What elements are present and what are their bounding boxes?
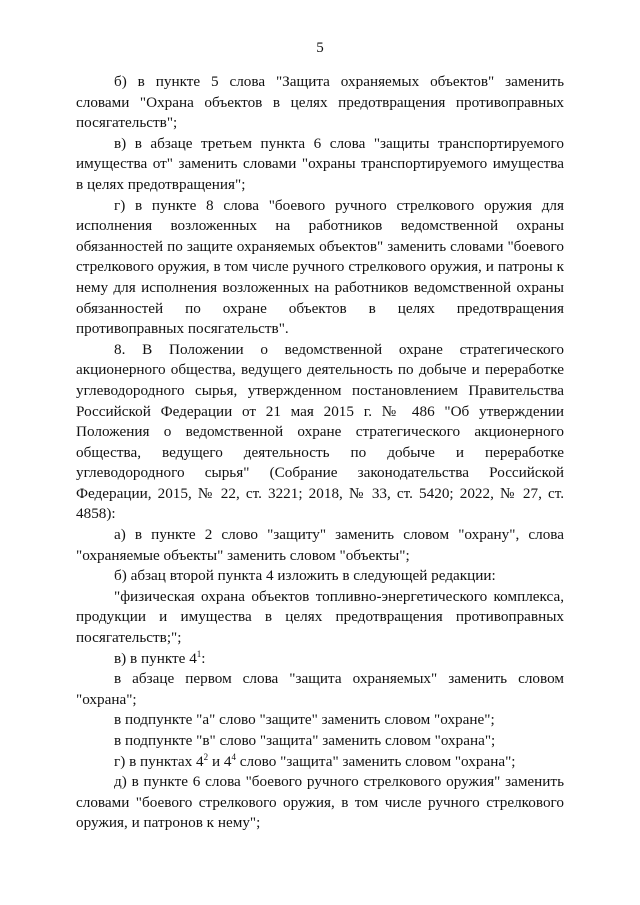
paragraph-v-item-6: в) в абзаце третьем пункта 6 слова "защиты транспортируемого имущества от" заменить словами "охраны транспортируемого имущества в целях предотвращения"; (76, 134, 564, 193)
paragraph-g-item-8: г) в пункте 8 слова "боевого ручного стрелкового оружия для исполнения возложенных на работников ведомственной охраны обязанностей по защите охраняемых объектов" заменить словами "боевого стрелкового оружия, в том числе ручного стрелкового оружия, и патроны к нему для исполнения возложенных на работников ведомственной охраны обязанностей по охране объектов в целях предотвращения противоправных посягательств". (76, 196, 564, 338)
paragraph-first-abzac: в абзаце первом слова "защита охраняемых" заменить словом "охрана"; (76, 670, 564, 708)
paragraph-v-text: в) в пункте 4 (114, 649, 197, 667)
paragraph-v-item-4-1 (76, 649, 564, 670)
paragraph-g-items-4-2-4-4 (76, 752, 564, 773)
paragraph-g-text-a: г) в пунктах 4 (114, 752, 204, 770)
paragraph-subitem-a: в подпункте "а" слово "защите" заменить словом "охране"; (114, 711, 495, 729)
superscript-2: 2 (203, 751, 209, 762)
paragraph-a-item-2: а) в пункте 2 слово "защиту" заменить словом "охрану", слова "охраняемые объекты" заменить словом "объекты"; (76, 526, 564, 564)
page-number: 5 (316, 40, 324, 56)
paragraph-subitem-v: в подпункте "в" слово "защита" заменить словом "охрана"; (114, 732, 496, 749)
superscript-4: 4 (231, 751, 236, 762)
paragraph-g-text-c: слово "защита" заменить словом "охрана"; (235, 752, 516, 770)
paragraph-v-colon: : (201, 649, 206, 667)
paragraph-quoted-new-text: "физическая охрана объектов топливно-энергетического комплекса, продукции и имущества в целях предотвращения противоправных посягательств;"; (76, 587, 564, 647)
paragraph-b-item-5: б) в пункте 5 слова "Защита охраняемых объектов" заменить словами "Охрана объектов в целях предотвращения противоправных посягательств"; (76, 73, 564, 132)
paragraph-d-item-6: д) в пункте 6 слова "боевого ручного стрелкового оружия" заменить словами "боевого стрелкового оружия, в том числе ручного стрелкового оружия, и патронов к нему"; (76, 773, 564, 832)
paragraph-b-item-4: б) абзац второй пункта 4 изложить в следующей редакции: (114, 567, 496, 585)
superscript-1: 1 (196, 648, 202, 659)
paragraph-section-8: 8. В Положении о ведомственной охране стратегического акционерного общества, ведущего деятельность по добыче и переработке углеводородного сырья, утвержденном постановлением Правительства Российской Федерации от 21 мая 2015 г. № 486 "Об утверждении Положения о ведомственной охране стратегического акционерного общества, ведущего деятельность по добыче и переработке углеводородного сырья" (Собрание законодательства Российской Федерации, 2015, № 22, ст. 3221; 2018, № 33, ст. 5420; 2022, № 27, ст. 4858): (76, 340, 564, 523)
document-body (76, 72, 564, 834)
paragraph-g-text-b: и 4 (208, 752, 232, 770)
